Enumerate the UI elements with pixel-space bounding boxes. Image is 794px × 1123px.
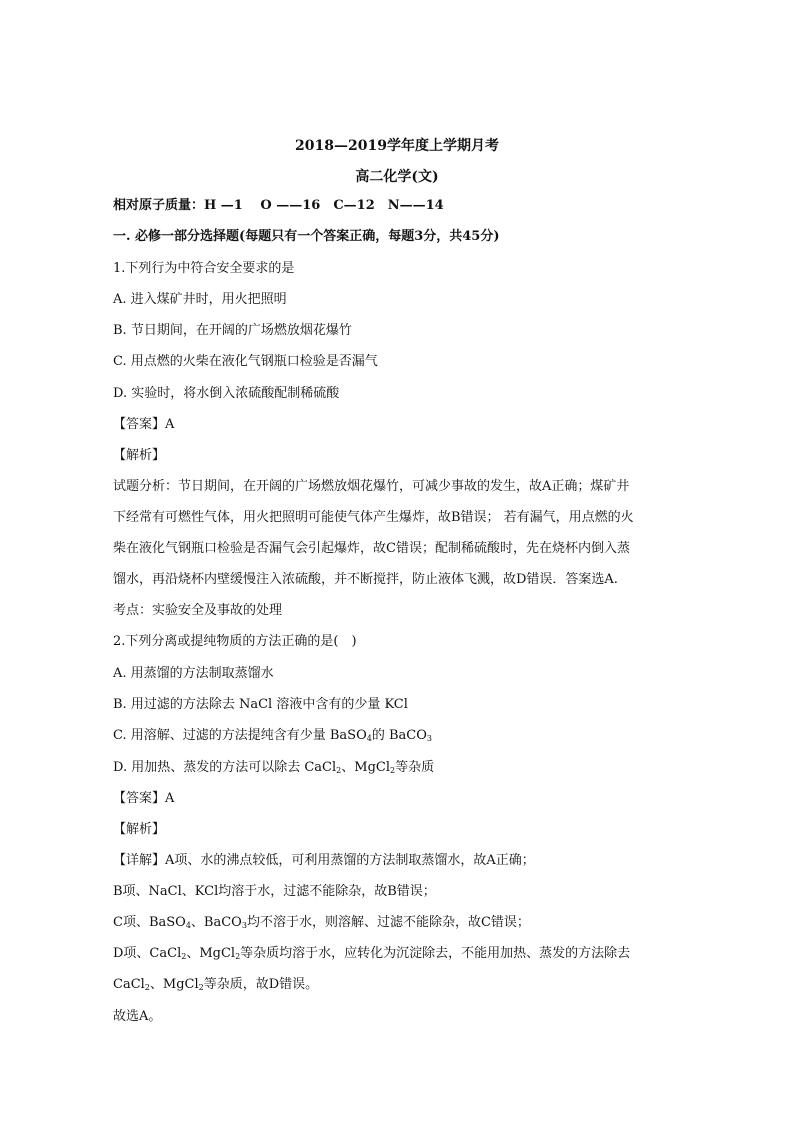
q1-stem: 1.下列行为中符合安全要求的是 — [113, 261, 295, 276]
q1-analysis-line-1: 试题分析：节日期间，在开阔的广场燃放烟花爆竹，可减少事故的发生，故A正确；煤矿井 — [113, 479, 630, 494]
q1-option-d: D. 实验时，将水倒入浓硫酸配制稀硫酸 — [113, 386, 340, 401]
q2-stem: 2.下列分离或提纯物质的方法正确的是( ) — [113, 634, 357, 649]
q1-analysis-line-2: 下经常有可燃性气体，用火把照明可能使气体产生爆炸，故B错误； 若有漏气，用点燃的火 — [113, 510, 634, 525]
q2-answer: 【答案】A — [113, 791, 175, 806]
exam-subtitle: 高二化学(文) — [355, 169, 439, 185]
q2-detail-d-cont: CaCl$_2$、MgCl$_2$等杂质，故D错误。 — [113, 977, 319, 992]
q2-option-d: D. 用加热、蒸发的方法可以除去 CaCl$_2$、MgCl$_2$等杂质 — [113, 760, 435, 775]
q1-analysis-label: 【解析】 — [113, 448, 166, 463]
q1-option-b: B. 节日期间，在开阔的广场燃放烟花爆竹 — [113, 323, 352, 338]
exam-title: 2018—2019学年度上学期月考 — [295, 138, 499, 154]
q1-option-c: C. 用点燃的火柴在液化气钢瓶口检验是否漏气 — [113, 354, 378, 369]
q1-analysis-line-4: 馏水，再沿烧杯内壁缓慢注入浓硫酸，并不断搅拌，防止液体飞溅，故D错误．答案选A. — [113, 572, 618, 587]
q2-option-b: B. 用过滤的方法除去 NaCl 溶液中含有的少量 KCl — [113, 697, 408, 712]
q2-detail-a: 【详解】A项、水的沸点较低，可利用蒸馏的方法制取蒸馏水，故A正确； — [113, 853, 535, 868]
q1-option-a: A. 进入煤矿井时，用火把照明 — [113, 292, 287, 307]
atomic-mass-line: 相对原子质量：H —1 O ——16 C—12 N——14 — [113, 198, 444, 213]
q2-analysis-label: 【解析】 — [113, 822, 166, 837]
section-heading: 一. 必修一部分选择题(每题只有一个答案正确，每题3分，共45分) — [113, 229, 500, 244]
q2-conclusion: 故选A。 — [113, 1009, 162, 1024]
q2-option-c: C. 用溶解、过滤的方法提纯含有少量 BaSO$_4$的 BaCO$_3$ — [113, 728, 432, 743]
q1-kaodian: 考点：实验安全及事故的处理 — [113, 603, 283, 618]
q2-detail-b: B项、NaCl、KCl均溶于水，过滤不能除杂，故B错误； — [113, 884, 436, 899]
q2-option-a: A. 用蒸馏的方法制取蒸馏水 — [113, 666, 274, 681]
q2-detail-d: D项、CaCl$_2$、MgCl$_2$等杂质均溶于水，应转化为沉淀除去，不能用加热、蒸发的方法除去 — [113, 946, 631, 961]
q2-detail-c: C项、BaSO$_4$、BaCO$_3$均不溶于水，则溶解、过滤不能除杂，故C错误； — [113, 915, 530, 930]
q1-analysis-line-3: 柴在液化气钢瓶口检验是否漏气会引起爆炸，故C错误；配制稀硫酸时，先在烧杯内倒入蒸 — [113, 541, 630, 556]
q1-answer: 【答案】A — [113, 417, 175, 432]
